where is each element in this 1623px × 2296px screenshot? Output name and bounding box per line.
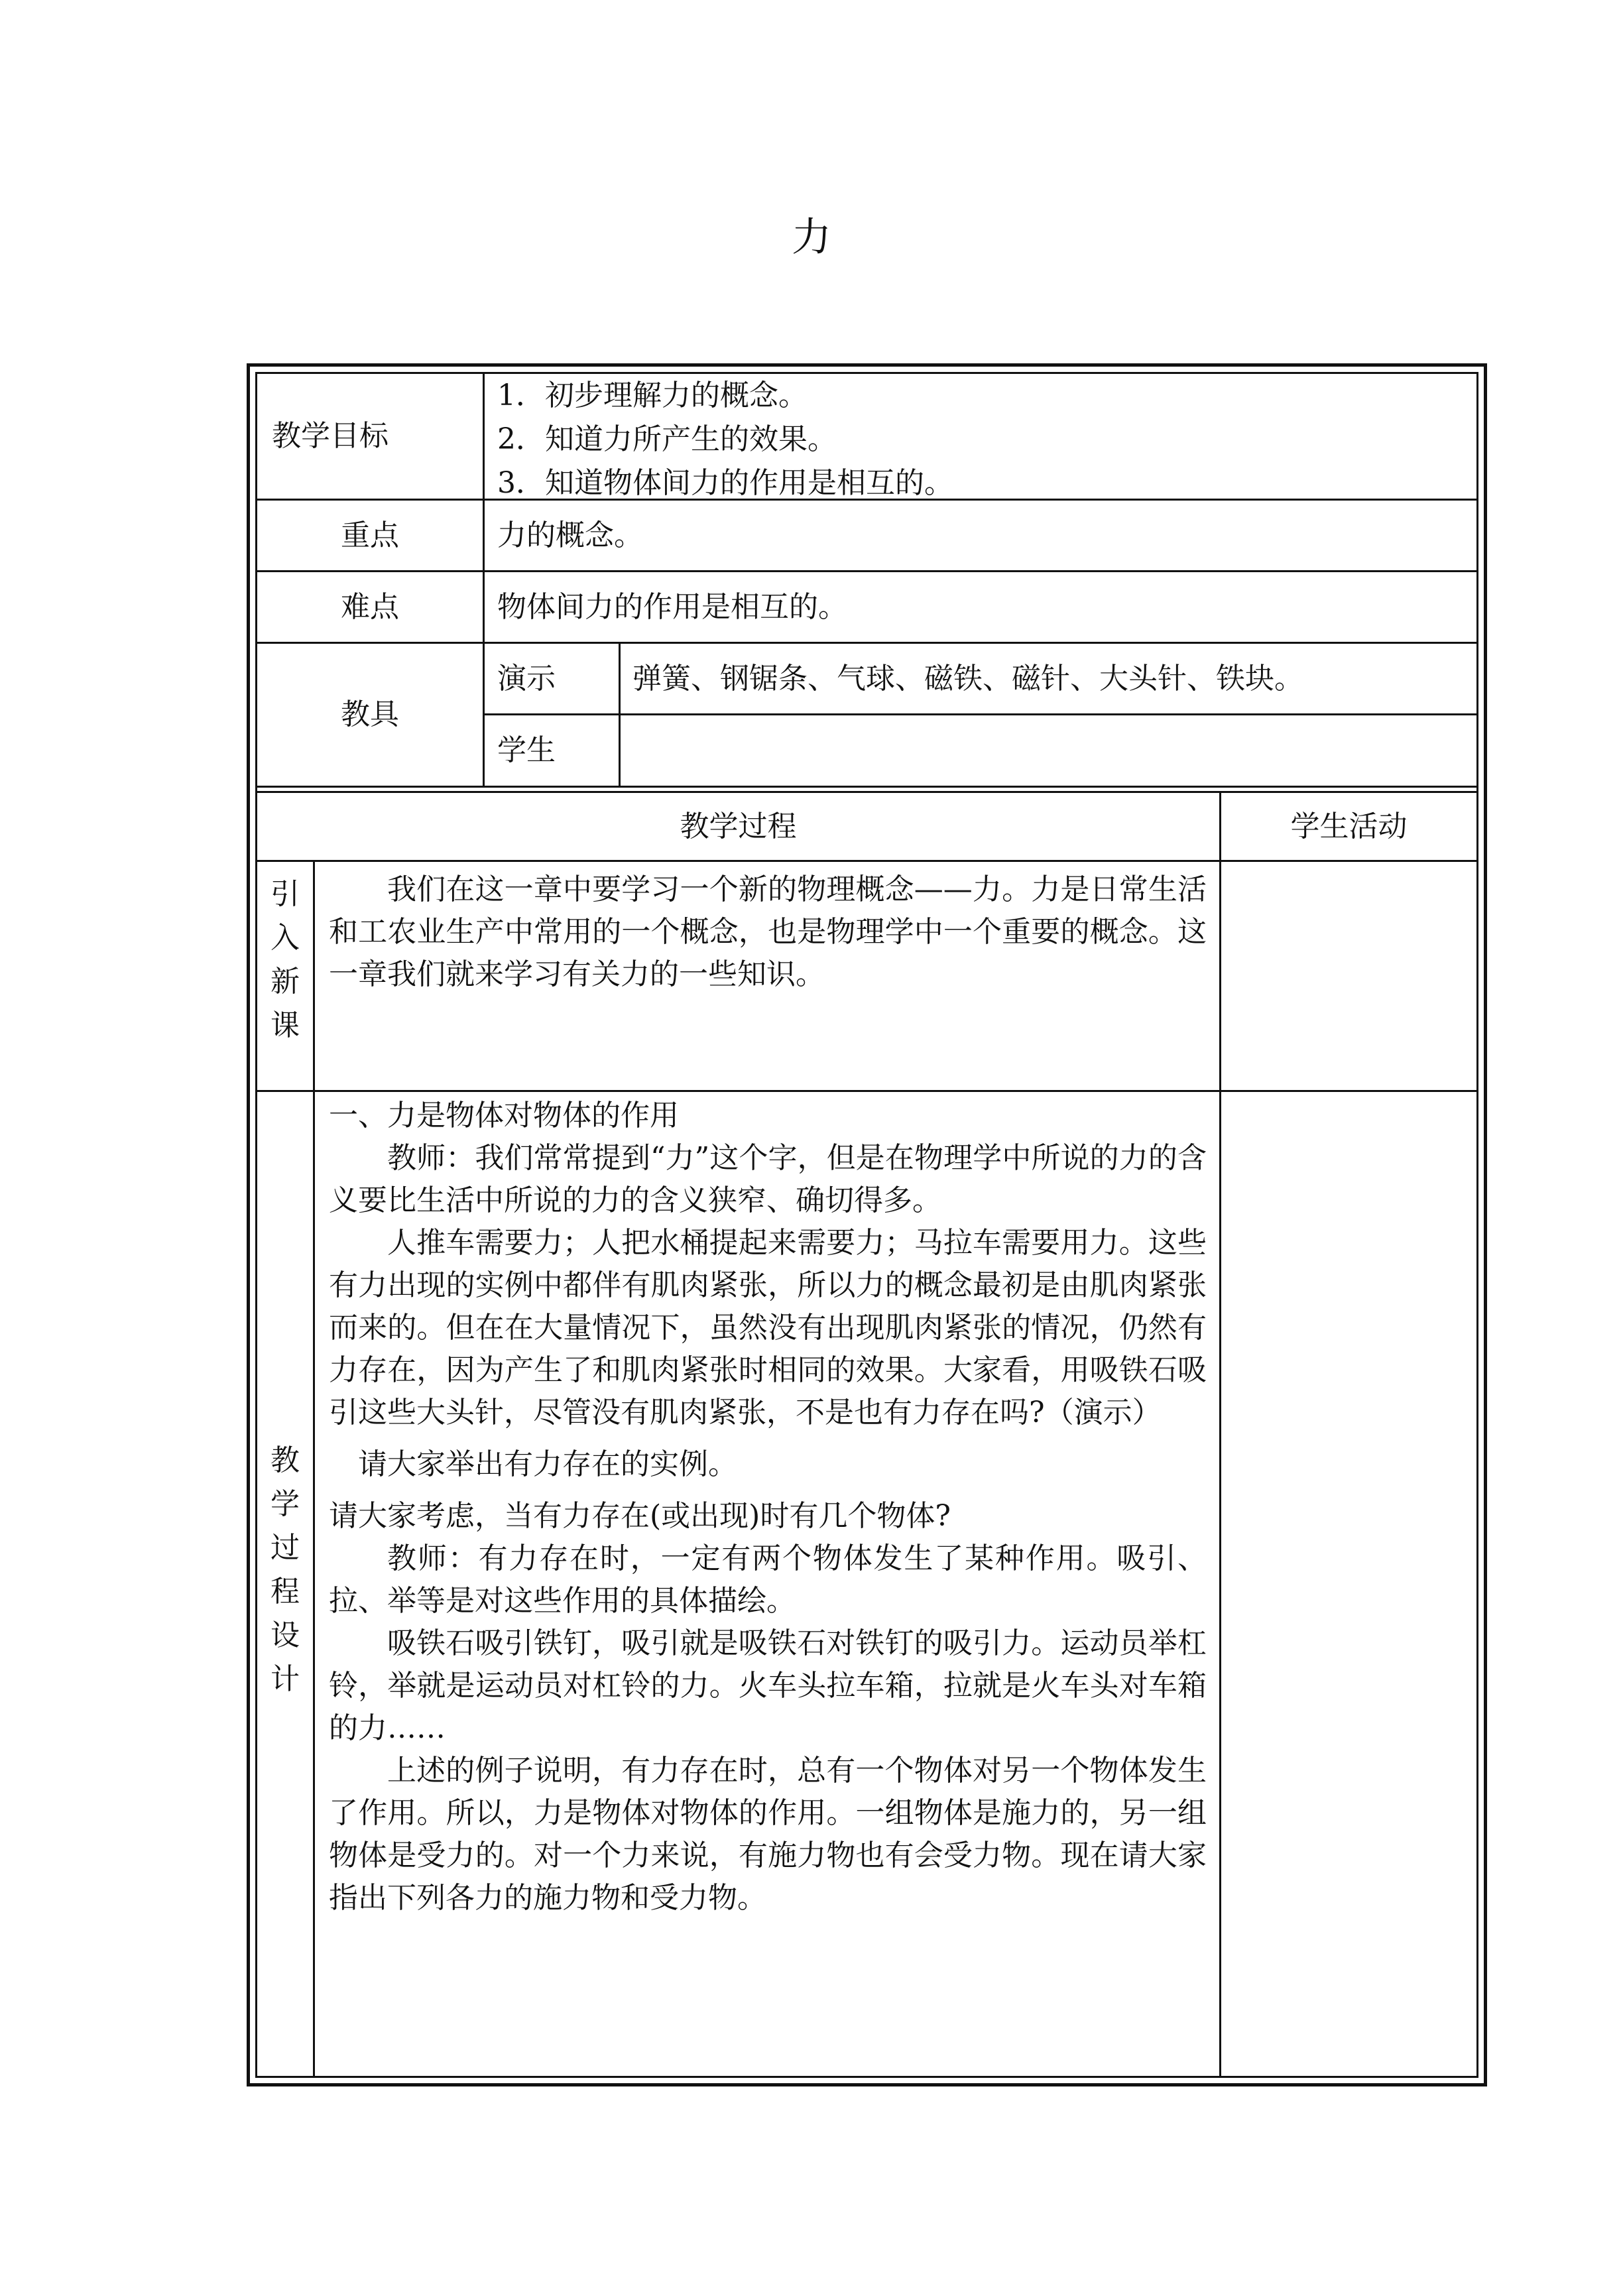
design-paragraph: 请大家举出有力存在的实例。 bbox=[358, 1447, 737, 1481]
objectives-label-cell bbox=[257, 374, 483, 499]
design-student-activity-cell bbox=[1221, 1092, 1476, 2076]
design-paragraph: 人推车需要力；人把水桶提起来需要力；马拉车需要用力。这些有力出现的实例中都伴有肌肉紧张，所以力的概念最初是由肌肉紧张而来的。但在在大量情况下，虽然没有出现肌肉紧张的情况，仍然有力存在，因为产生了和肌肉紧张时相同的效果。大家看，用吸铁石吸引这些大头针，尽管没有肌肉紧张，不是也有力存在吗?（演示） bbox=[329, 1226, 1207, 1429]
student-label: 学生 bbox=[497, 733, 556, 767]
lesson-plan-inner-frame bbox=[255, 372, 1478, 2078]
key-point-cell bbox=[497, 501, 1459, 570]
demo-label: 演示 bbox=[497, 661, 556, 695]
column-divider bbox=[619, 642, 621, 786]
student-activity-header: 学生活动 bbox=[1290, 809, 1408, 843]
design-paragraph: 教师：我们常常提到“力”这个字，但是在物理学中所说的力的含义要比生活中所说的力的含义狭窄、确切得多。 bbox=[329, 1141, 1207, 1217]
difficulty-label-cell bbox=[257, 572, 483, 642]
process-header-cell bbox=[257, 793, 1219, 860]
section-heading: 一、力是物体对物体的作用 bbox=[329, 1099, 679, 1132]
demo-label-cell bbox=[497, 644, 617, 713]
intro-student-activity-cell bbox=[1221, 862, 1476, 1090]
key-point-label: 重点 bbox=[341, 518, 399, 552]
design-paragraph: 教师：有力存在时，一定有两个物体发生了某种作用。吸引、拉、举等是对这些作用的具体描绘。 bbox=[329, 1541, 1207, 1618]
objective-item: 3．知道物体间力的作用是相互的。 bbox=[497, 466, 953, 500]
column-divider bbox=[483, 374, 485, 786]
process-header: 教学过程 bbox=[680, 809, 797, 843]
objective-item: 1．初步理解力的概念。 bbox=[497, 379, 808, 412]
design-paragraph: 吸铁石吸引铁钉，吸引就是吸铁石对铁钉的吸引力。运动员举杠铃，举就是运动员对杠铃的力。火车头拉车箱，拉就是火车头对车箱的力…… bbox=[329, 1626, 1207, 1745]
difficulty-value: 物体间力的作用是相互的。 bbox=[497, 589, 847, 624]
student-activity-header-cell bbox=[1221, 793, 1476, 860]
demo-value: 弹簧、钢锯条、气球、磁铁、磁针、大头针、铁块。 bbox=[632, 661, 1303, 695]
page-title: 力 bbox=[792, 214, 831, 261]
column-divider bbox=[313, 860, 315, 2076]
demo-value-cell bbox=[632, 644, 1468, 713]
design-text-cell bbox=[329, 1095, 1207, 1919]
design-paragraph: 请大家考虑，当有力存在(或出现)时有几个物体? bbox=[329, 1499, 951, 1533]
objective-item: 2．知道力所产生的效果。 bbox=[497, 422, 837, 456]
row-divider bbox=[257, 786, 1476, 788]
intro-paragraph: 我们在这一章中要学习一个新的物理概念——力。力是日常生活和工农业生产中常用的一个概念，也是物理学中一个重要的概念。这一章我们就来学习有关力的一些知识。 bbox=[329, 873, 1207, 991]
student-value-cell bbox=[632, 715, 1468, 786]
intro-label: 引入新课 bbox=[270, 877, 300, 1042]
tools-label: 教具 bbox=[341, 697, 399, 731]
intro-label-cell bbox=[269, 873, 302, 1048]
difficulty-label: 难点 bbox=[341, 589, 399, 624]
student-label-cell bbox=[497, 715, 617, 786]
intro-text-cell bbox=[329, 869, 1207, 996]
tools-label-cell bbox=[257, 644, 483, 786]
design-paragraph: 上述的例子说明，有力存在时，总有一个物体对另一个物体发生了作用。所以，力是物体对物体的作用。一组物体是施力的，另一组物体是受力的。对一个力来说，有施力物也有会受力物。现在请大家指出下列各力的施力物和受力物。 bbox=[329, 1754, 1207, 1915]
key-point-value: 力的概念。 bbox=[497, 518, 643, 552]
lesson-plan-table bbox=[247, 363, 1487, 2086]
design-label: 教学过程设计 bbox=[270, 1443, 300, 1696]
key-point-label-cell bbox=[257, 501, 483, 570]
objectives-cell bbox=[497, 374, 1459, 499]
difficulty-cell bbox=[497, 572, 1459, 642]
objectives-label: 教学目标 bbox=[272, 419, 389, 453]
design-label-cell bbox=[269, 1439, 302, 1701]
